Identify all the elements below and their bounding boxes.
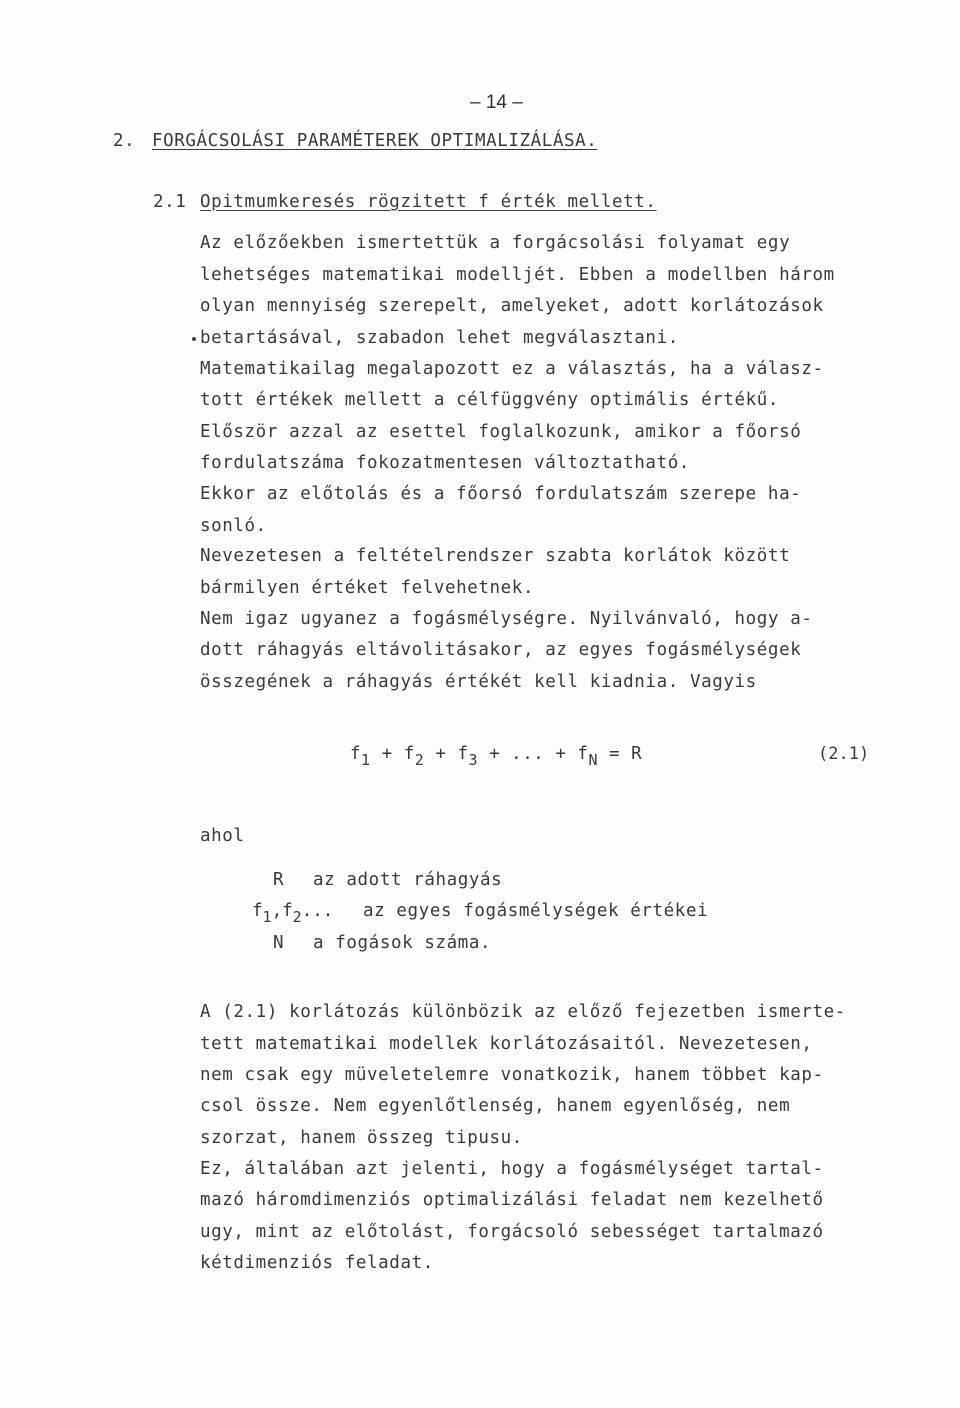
definition-text: az egyes fogásmélységek értékei <box>363 901 709 921</box>
paragraph-line: dott ráhagyás eltávolitásakor, az egyes fogásmélységek <box>200 640 802 660</box>
equation-equals: = <box>609 744 621 764</box>
paragraph-line: csol össze. Nem egyenlőtlenség, hanem egyenlőség, nem <box>200 1096 791 1116</box>
paragraph-line: Ez, általában azt jelenti, hogy a fogásmélységet tartal- <box>200 1159 824 1179</box>
symbol-subscript: 2 <box>292 908 302 926</box>
chapter-title: FORGÁCSOLÁSI PARAMÉTEREK OPTIMALIZÁLÁSA. <box>152 131 598 151</box>
equation-operator: + <box>381 744 393 764</box>
paragraph-line: lehetséges matematikai modelljét. Ebben a modellben három <box>200 265 835 285</box>
equation-subscript: 3 <box>468 751 479 769</box>
symbol-ellipsis: ... <box>301 901 334 921</box>
where-label: ahol <box>200 826 245 846</box>
section-number: 2.1 <box>153 192 187 212</box>
paragraph-line: Matematikailag megalapozott ez a választás, ha a válasz- <box>200 359 824 379</box>
paragraph-line: A (2.1) korlátozás különbözik az előző fejezetben ismerte- <box>200 1002 846 1022</box>
margin-dot <box>192 337 196 341</box>
equation-operator: + <box>435 744 447 764</box>
paragraph-line: összegének a ráhagyás értékét kell kiadnia. Vagyis <box>200 672 757 692</box>
symbol-subscript: 1 <box>262 908 272 926</box>
symbol-base: f <box>252 901 263 921</box>
paragraph-line: sonló. <box>200 516 267 536</box>
equation-symbol: f <box>577 744 589 764</box>
definition-text: az adott ráhagyás <box>313 870 503 890</box>
equation-operator: + <box>489 744 501 764</box>
equation-symbol: f <box>457 744 469 764</box>
chapter-number: 2. <box>113 131 136 151</box>
equation <box>350 744 642 769</box>
paragraph-line: Nevezetesen a feltételrendszer szabta korlátok között <box>200 546 791 566</box>
definition-symbol: N <box>273 933 284 953</box>
equation-subscript: 2 <box>414 751 425 769</box>
equation-subscript: N <box>588 751 598 769</box>
page-number: – 14 – <box>470 92 523 113</box>
paragraph-line: Ekkor az előtolás és a főorsó fordulatszám szerepe ha- <box>200 484 802 504</box>
equation-number: (2.1) <box>818 744 870 764</box>
equation-rhs: R <box>631 744 643 764</box>
paragraph-line: olyan mennyiség szerepelt, amelyeket, adott korlátozások <box>200 296 824 316</box>
section-title: Opitmumkeresés rögzitett f érték mellett. <box>200 192 657 212</box>
definition-text: a fogások száma. <box>313 933 492 953</box>
symbol-separator: , <box>271 901 283 921</box>
paragraph-line: tott értékek mellett a célfüggvény optimális értékű. <box>200 390 780 410</box>
equation-symbol: f <box>350 744 362 764</box>
paragraph-line: nem csak egy müveletelemre vonatkozik, hanem többet kap- <box>200 1065 824 1085</box>
definition-symbol: R <box>273 870 284 890</box>
equation-ellipsis: ... <box>511 744 545 764</box>
paragraph-line: Először azzal az esettel foglalkozunk, amikor a főorsó <box>200 422 802 442</box>
equation-operator: + <box>555 744 567 764</box>
paragraph-line: betartásával, szabadon lehet megválasztani. <box>200 328 679 348</box>
symbol-base: f <box>282 901 293 921</box>
paragraph-line: ugy, mint az előtolást, forgácsoló sebességet tartalmazó <box>200 1222 824 1242</box>
definition-symbol <box>252 901 333 926</box>
paragraph-line: tett matematikai modellek korlátozásaitól. Nevezetesen, <box>200 1034 813 1054</box>
equation-symbol: f <box>403 744 415 764</box>
paragraph-line: Nem igaz ugyanez a fogásmélységre. Nyilvánvaló, hogy a- <box>200 609 813 629</box>
paragraph-line: szorzat, hanem összeg tipusu. <box>200 1128 523 1148</box>
paragraph-line: Az előzőekben ismertettük a forgácsolási folyamat egy <box>200 233 791 253</box>
paragraph-line: fordulatszáma fokozatmentesen változtatható. <box>200 453 690 473</box>
equation-subscript: 1 <box>361 751 371 769</box>
paragraph-line: bármilyen értéket felvehetnek. <box>200 578 535 598</box>
paragraph-line: mazó háromdimenziós optimalizálási feladat nem kezelhető <box>200 1190 824 1210</box>
paragraph-line: kétdimenziós feladat. <box>200 1253 434 1273</box>
